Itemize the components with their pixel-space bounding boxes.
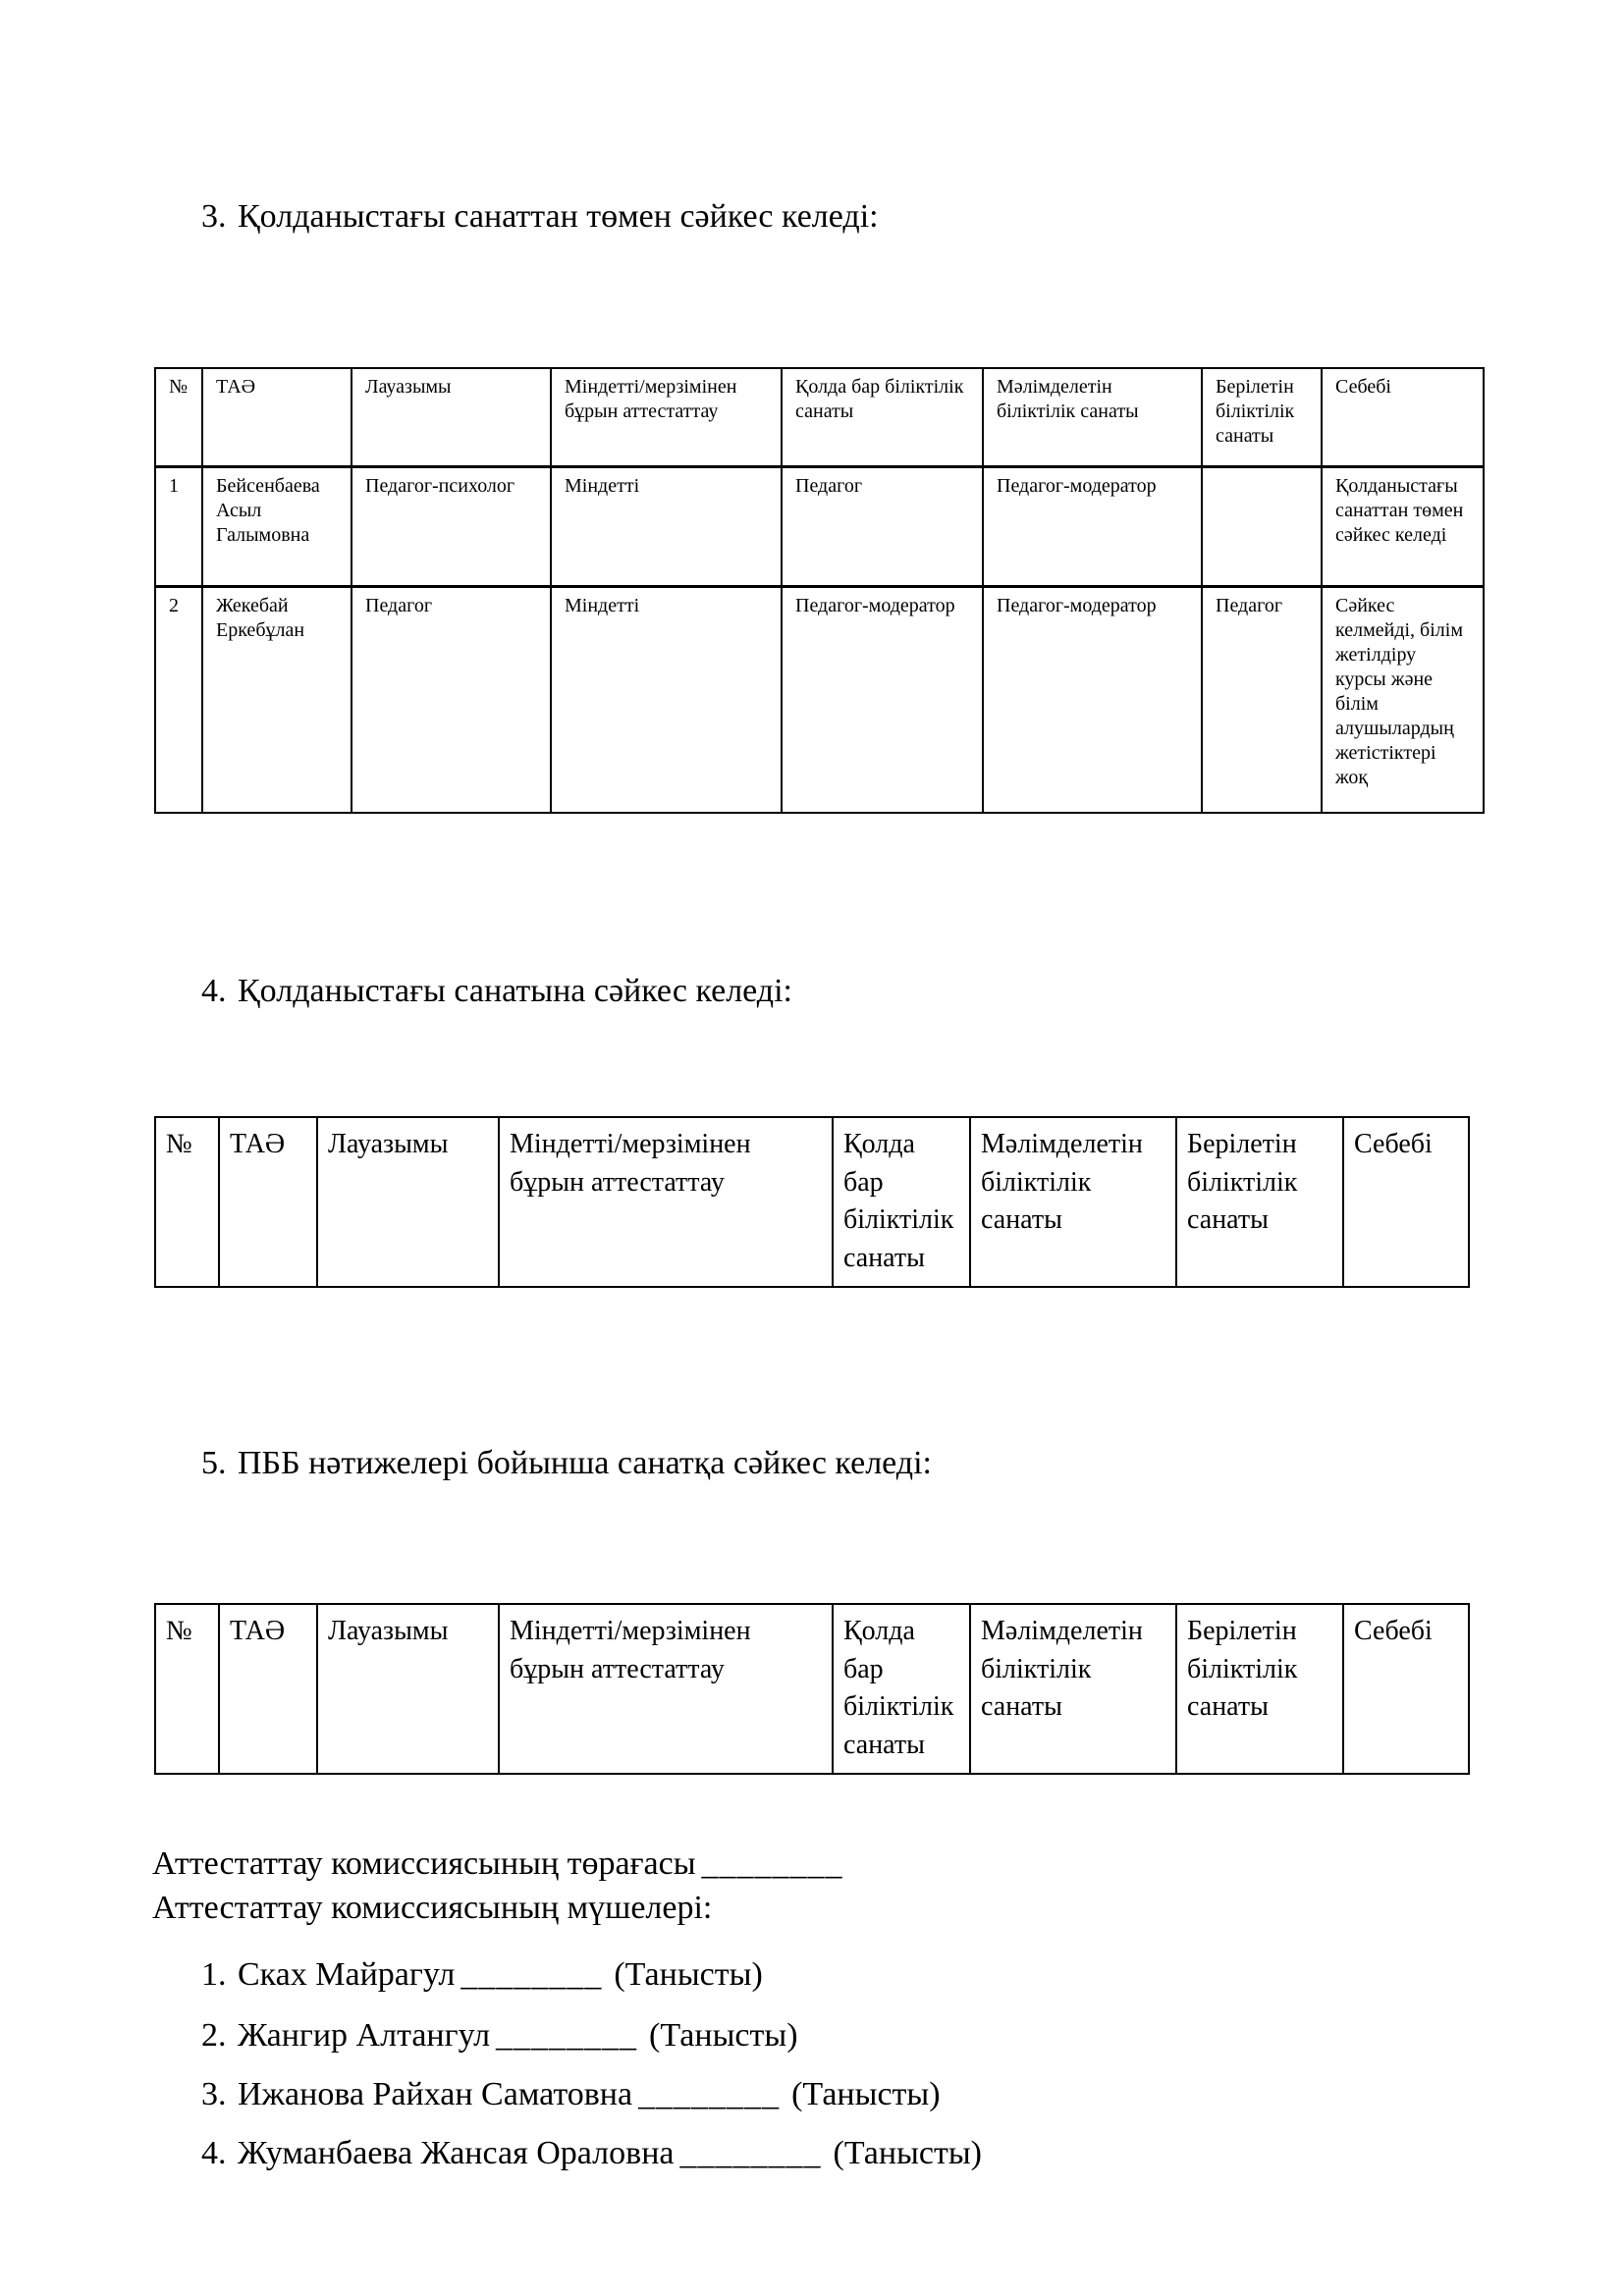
section-3-title: Қолданыстағы санаттан төмен сәйкес келеді: bbox=[238, 198, 879, 235]
header-cell-name: ТАӘ bbox=[219, 1604, 317, 1774]
table-cell: Педагог bbox=[782, 466, 983, 586]
member-number: 2. bbox=[201, 2017, 227, 2054]
member-ack: (Танысты) bbox=[833, 2135, 982, 2171]
chairman-label: Аттестаттау комиссиясының төрағасы bbox=[152, 1845, 696, 1882]
signature-blank: ________ bbox=[460, 1956, 603, 1993]
chairman-line bbox=[152, 1842, 843, 1886]
table-cell: 2 bbox=[155, 586, 202, 813]
table-row bbox=[155, 466, 1484, 586]
header-cell-position: Лауазымы bbox=[317, 1604, 499, 1774]
signature-blank: ________ bbox=[496, 2017, 638, 2054]
header-cell-reason: Себебі bbox=[1343, 1117, 1469, 1287]
table-below-current-category bbox=[154, 367, 1485, 814]
section-3-heading bbox=[201, 196, 879, 239]
table-cell: Педагог-психолог bbox=[352, 466, 551, 586]
signature-blank: ________ bbox=[638, 2076, 781, 2112]
header-cell-declared-category: Мәлімделетін біліктілік санаты bbox=[970, 1117, 1176, 1287]
section-5-heading bbox=[201, 1443, 932, 1485]
table-cell: Педагог bbox=[1202, 586, 1322, 813]
section-5-title: ПББ нәтижелері бойынша санатқа сәйкес келеді: bbox=[238, 1445, 932, 1481]
table-cell bbox=[1202, 466, 1322, 586]
member-ack: (Танысты) bbox=[791, 2076, 941, 2112]
member-line bbox=[201, 1953, 763, 1997]
header-cell-declared-category: Мәлімделетін біліктілік санаты bbox=[983, 368, 1202, 466]
table-cell: Педагог-модератор bbox=[782, 586, 983, 813]
header-cell-mandatory: Міндетті/мерзімінен бұрын аттестаттау bbox=[499, 1604, 833, 1774]
header-cell-mandatory: Міндетті/мерзімінен бұрын аттестаттау bbox=[551, 368, 782, 466]
table-cell: Педагог-модератор bbox=[983, 586, 1202, 813]
member-ack: (Танысты) bbox=[649, 2017, 798, 2054]
section-4-title: Қолданыстағы санатына сәйкес келеді: bbox=[238, 973, 793, 1009]
member-number: 1. bbox=[201, 1956, 227, 1993]
member-name: Жангир Алтангул bbox=[238, 2017, 491, 2054]
section-5-number: 5. bbox=[201, 1445, 227, 1481]
member-line bbox=[201, 2132, 982, 2175]
table-header-row bbox=[155, 368, 1484, 466]
member-line bbox=[201, 2014, 798, 2057]
header-cell-reason: Себебі bbox=[1322, 368, 1484, 466]
header-cell-granted-category: Берілетін біліктілік санаты bbox=[1176, 1117, 1343, 1287]
table-cell: 1 bbox=[155, 466, 202, 586]
table-cell: Педагог bbox=[352, 586, 551, 813]
header-cell-current-category: Қолда бар біліктілік санаты bbox=[782, 368, 983, 466]
table-cell: Міндетті bbox=[551, 466, 782, 586]
table-cell: Педагог-модератор bbox=[983, 466, 1202, 586]
header-cell-granted-category: Берілетін біліктілік санаты bbox=[1176, 1604, 1343, 1774]
section-4-number: 4. bbox=[201, 973, 227, 1009]
table-cell: Сәйкес келмейді, білім жетілдіру курсы және білім алушылардың жетістіктері жоқ bbox=[1322, 586, 1484, 813]
member-name: Сках Майрагул bbox=[238, 1956, 456, 1993]
header-cell-mandatory: Міндетті/мерзімінен бұрын аттестаттау bbox=[499, 1117, 833, 1287]
member-ack: (Танысты) bbox=[614, 1956, 763, 1993]
header-cell-reason: Себебі bbox=[1343, 1604, 1469, 1774]
header-cell-name: ТАӘ bbox=[219, 1117, 317, 1287]
header-cell-position: Лауазымы bbox=[317, 1117, 499, 1287]
header-cell-granted-category: Берілетін біліктілік санаты bbox=[1202, 368, 1322, 466]
header-cell-position: Лауазымы bbox=[352, 368, 551, 466]
section-3-number: 3. bbox=[201, 198, 227, 235]
table-matches-current-category bbox=[154, 1116, 1470, 1288]
table-header-row bbox=[155, 1604, 1469, 1774]
header-cell-declared-category: Мәлімделетін біліктілік санаты bbox=[970, 1604, 1176, 1774]
table-cell: Жекебай Еркебұлан bbox=[202, 586, 352, 813]
table-cell: Қолданыстағы санаттан төмен сәйкес келеді bbox=[1322, 466, 1484, 586]
table-header-row bbox=[155, 1117, 1469, 1287]
member-number: 4. bbox=[201, 2135, 227, 2171]
section-4-heading bbox=[201, 971, 792, 1013]
signature-blank: ________ bbox=[679, 2135, 822, 2171]
table-cell: Бейсенбаева Асыл Галымовна bbox=[202, 466, 352, 586]
header-cell-name: ТАӘ bbox=[202, 368, 352, 466]
table-cell: Міндетті bbox=[551, 586, 782, 813]
table-row bbox=[155, 586, 1484, 813]
member-name: Ижанова Райхан Саматовна bbox=[238, 2076, 633, 2112]
member-name: Жуманбаева Жансая Ораловна bbox=[238, 2135, 675, 2171]
signature-blank: ________ bbox=[701, 1845, 843, 1882]
header-cell-no: № bbox=[155, 1117, 219, 1287]
member-number: 3. bbox=[201, 2076, 227, 2112]
table-matches-by-pbb-results bbox=[154, 1603, 1470, 1775]
members-label: Аттестаттау комиссиясының мүшелері: bbox=[152, 1890, 713, 1926]
header-cell-current-category: Қолда бар біліктілік санаты bbox=[833, 1604, 970, 1774]
header-cell-no: № bbox=[155, 368, 202, 466]
header-cell-current-category: Қолда бар біліктілік санаты bbox=[833, 1117, 970, 1287]
member-line bbox=[201, 2073, 941, 2116]
header-cell-no: № bbox=[155, 1604, 219, 1774]
